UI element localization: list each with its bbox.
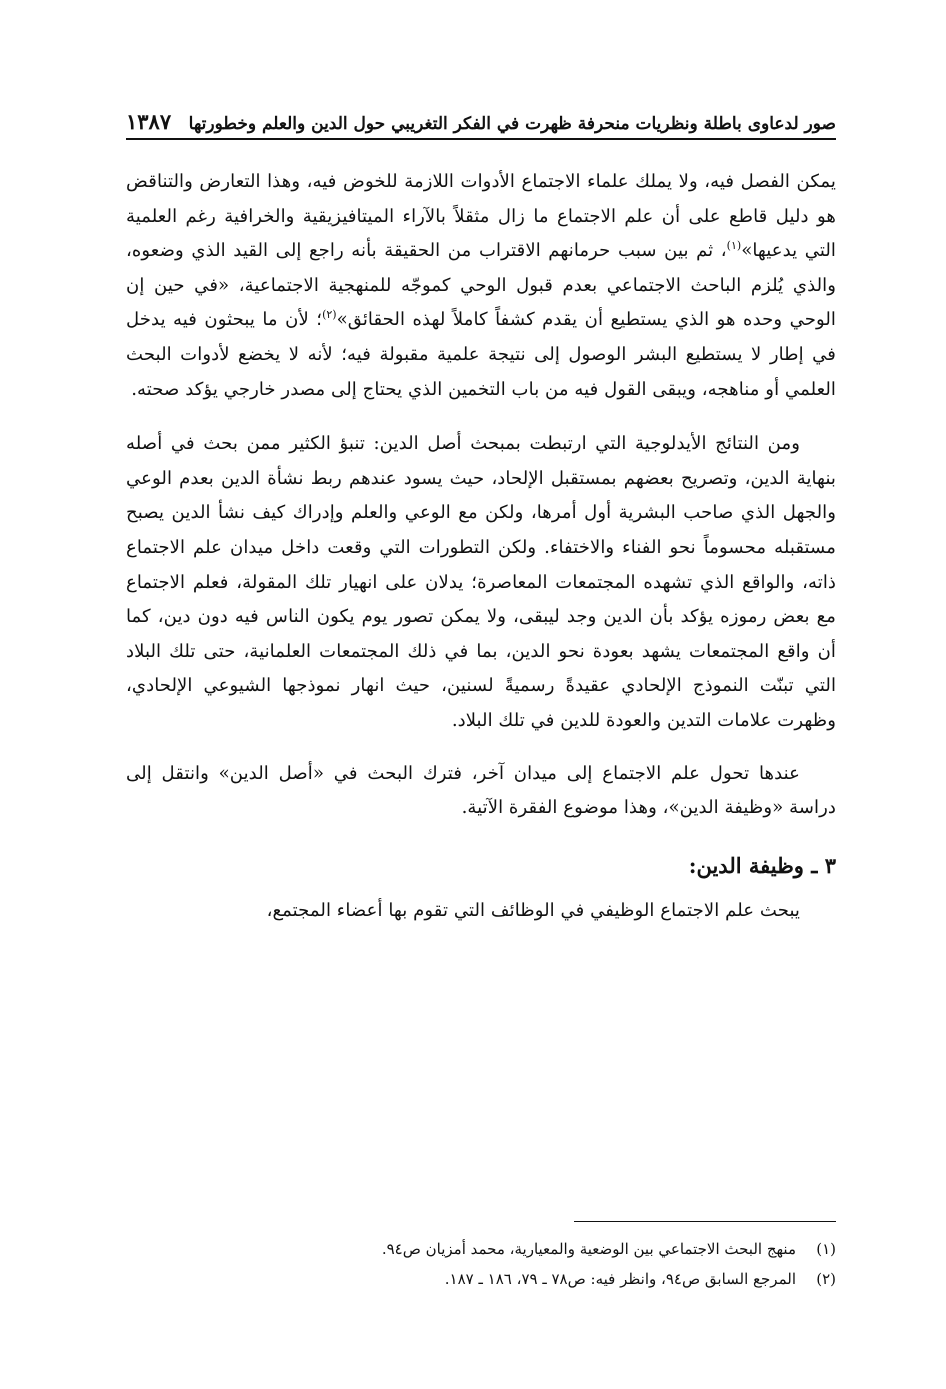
footnote-ref-2[interactable]: (٢) [322, 308, 337, 322]
footnotes [126, 1234, 836, 1294]
footnote-1-mark: (١) [816, 1240, 836, 1258]
running-title: صور لدعاوى باطلة ونظريات منحرفة ظهرت في الفكر التغريبي حول الدين والعلم وخطورتها [188, 114, 836, 134]
paragraph-4: يبحث علم الاجتماع الوظيفي في الوظائف التي تقوم بها أعضاء المجتمع، [266, 899, 800, 921]
footnote-2-mark: (٢) [816, 1270, 836, 1288]
section-heading: ٣ ـ وظيفة الدين: [688, 852, 836, 878]
page-number: ١٣٨٧ [126, 109, 172, 134]
body-text [126, 165, 836, 928]
running-head [126, 100, 836, 140]
paragraph-1-part-c: ؛ لأن ما يبحثون فيه يدخل في إطار لا يستطيع البشر الوصول إلى نتيجة علمية مقبولة فيه؛ لأنه لا يخضع لأدوات البحث العلمي أو مناهجه، ويبقى القول فيه من باب التخمين الذي يحتاج إلى مصدر خارجي يؤكد صحته. [126, 309, 836, 400]
footnote-divider [574, 1221, 836, 1222]
paragraph-1 [126, 165, 836, 407]
paragraph-3: عندها تحول علم الاجتماع إلى ميدان آخر، فترك البحث في «أصل الدين» وانتقل إلى دراسة «وظيفة الدين»، وهذا موضوع الفقرة الآتية. [126, 762, 836, 819]
footnote-1 [126, 1234, 836, 1264]
paragraph-1-part-b: ، ثم بين سبب حرمانهم الاقتراب من الحقيقة بأنه راجع إلى القيد الذي وضعوه، والذي يُلزم الباحث الاجتماعي بعدم قبول الوحي كموجّه للمنهجية الاجتماعية، «في حين إن الوحي وحده هو الذي يستطيع أن يقدم كشفاً كاملاً لهذه الحقائق» [126, 240, 836, 331]
paragraph-1-part-a: يمكن الفصل فيه، ولا يملك علماء الاجتماع الأدوات اللازمة للخوض فيه، وهذا التعارض والتناقض هو دليل قاطع على أن علم الاجتماع ما زال مثقلاً بالآراء الميتافيزيقية والخرافية رغم العلمية التي يدعيها» [126, 171, 836, 262]
footnote-2-text: المرجع السابق ص٩٤، وانظر فيه: ص٧٨ ـ ٧٩، ١٨٦ ـ ١٨٧. [444, 1270, 796, 1288]
footnote-ref-1[interactable]: (١) [726, 239, 742, 253]
footnote-1-text: منهج البحث الاجتماعي بين الوضعية والمعيارية، محمد أمزيان ص٩٤. [381, 1240, 796, 1258]
footnote-2 [126, 1264, 836, 1294]
paragraph-2: ومن النتائج الأيدلوجية التي ارتبطت بمبحث أصل الدين: تنبؤ الكثير ممن بحث في أصله بنهاية الدين، وتصريح بعضهم بمستقبل الإلحاد، حيث يسود عندهم ربط نشأة الدين بعدم الوعي والجهل الذي صاحب البشرية أول أمرها، ولكن مع الوعي والعلم وإدراك كيف نشأ الدين يصبح مستقبله محسوماً نحو الفناء والاختفاء. ولكن التطورات التي وقعت داخل ميدان علم الاجتماع ذاته، والواقع الذي تشهده المجتمعات المعاصرة؛ يدلان على انهيار تلك المقولة، فعلم الاجتماع مع بعض رموزه يؤكد بأن الدين وجد ليبقى، ولا يمكن تصور يوم يكون الناس فيه دون دين، كما أن واقع المجتمعات يشهد بعودة نحو الدين، بما في ذلك المجتمعات العلمانية، حتى تلك البلاد التي تبنّت النموذج الإلحادي عقيدةً رسميةً لسنين، حيث انهار نموذجها الشيوعي الإلحادي، وظهرت علامات التدين والعودة للدين في تلك البلاد. [126, 433, 836, 731]
